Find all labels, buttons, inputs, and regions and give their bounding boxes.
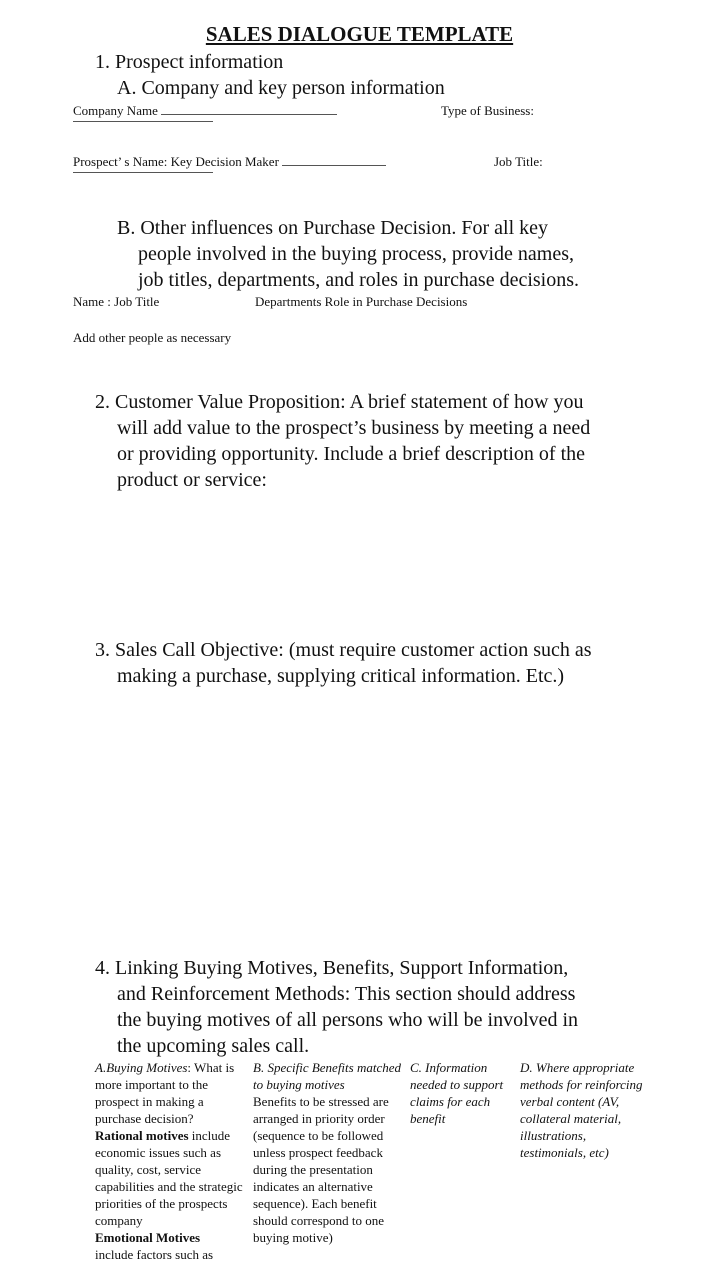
section2-line2: will add value to the prospect’s business by meeting a need	[117, 417, 591, 439]
column-a-buying-motives	[95, 1059, 253, 1263]
section3-line2: making a purchase, supplying critical information. Etc.)	[117, 665, 565, 687]
prospect-name-label: Prospect’ s Name: Key Decision Maker	[73, 154, 279, 169]
column-d-title: D. Where appropriate methods for reinforcing verbal content (AV, collateral material, illustrations, testimonials, etc)	[520, 1060, 643, 1160]
section3-line1: 3. Sales Call Objective: (must require customer action such as	[95, 639, 592, 661]
column-b-text: Benefits to be stressed are arranged in priority order (sequence to be followed unless prospect feedback during the presentation indicates an alternative sequence). Each benefit should correspond to one buying motive)	[253, 1094, 389, 1245]
section4-line2: and Reinforcement Methods: This section should address	[117, 983, 576, 1005]
emotional-motives-label: Emotional Motives	[95, 1230, 201, 1245]
influencers-header-departments: Departments Role in Purchase Decisions	[255, 294, 468, 309]
company-name-label: Company Name	[73, 103, 158, 118]
company-name-field	[73, 102, 337, 119]
section4-line3: the buying motives of all persons who will be involved in	[117, 1009, 579, 1031]
section1-sub-a: A. Company and key person information	[117, 77, 445, 99]
prospect-name-blank	[282, 154, 386, 166]
company-name-blank	[161, 103, 337, 115]
influencers-header-name: Name : Job Title	[73, 294, 160, 309]
add-other-people-note: Add other people as necessary	[73, 330, 232, 345]
column-c-information	[410, 1059, 520, 1127]
column-a-text2: include economic issues such as quality, cost, service capabilities and the strategic priorities of the prospects company	[95, 1128, 243, 1228]
job-title-blank	[73, 172, 213, 173]
column-b-title: B. Specific Benefits matched to buying motives	[253, 1060, 402, 1092]
column-a-text3: include factors such as	[95, 1247, 214, 1262]
column-d-reinforcement	[520, 1059, 648, 1161]
section2-line4: product or service:	[117, 469, 267, 491]
prospect-name-field	[73, 153, 386, 170]
type-of-business-blank	[73, 121, 213, 122]
column-a-title: A.Buying Motives	[95, 1060, 188, 1075]
section2-line1: 2. Customer Value Proposition: A brief statement of how you	[95, 391, 584, 413]
section1-sub-b-line3: job titles, departments, and roles in purchase decisions.	[138, 269, 580, 291]
section1-sub-b-line1: B. Other influences on Purchase Decision. For all key	[117, 217, 549, 239]
rational-motives-label: Rational motives	[95, 1128, 189, 1143]
document-title: SALES DIALOGUE TEMPLATE	[205, 22, 514, 46]
section4-line4: the upcoming sales call.	[117, 1035, 310, 1057]
type-of-business-label: Type of Business:	[441, 103, 534, 118]
section4-line1: 4. Linking Buying Motives, Benefits, Support Information,	[95, 957, 569, 979]
column-c-title: C. Information needed to support claims for each benefit	[410, 1060, 504, 1126]
column-a-text1: : What is more important to the prospect in making a purchase decision?	[95, 1060, 235, 1126]
section1-sub-b-line2: people involved in the buying process, provide names,	[138, 243, 575, 265]
column-b-specific-benefits	[253, 1059, 409, 1246]
job-title-label: Job Title:	[494, 154, 543, 169]
section1-heading: 1. Prospect information	[95, 51, 284, 73]
section2-line3: or providing opportunity. Include a brief description of the	[117, 443, 586, 465]
